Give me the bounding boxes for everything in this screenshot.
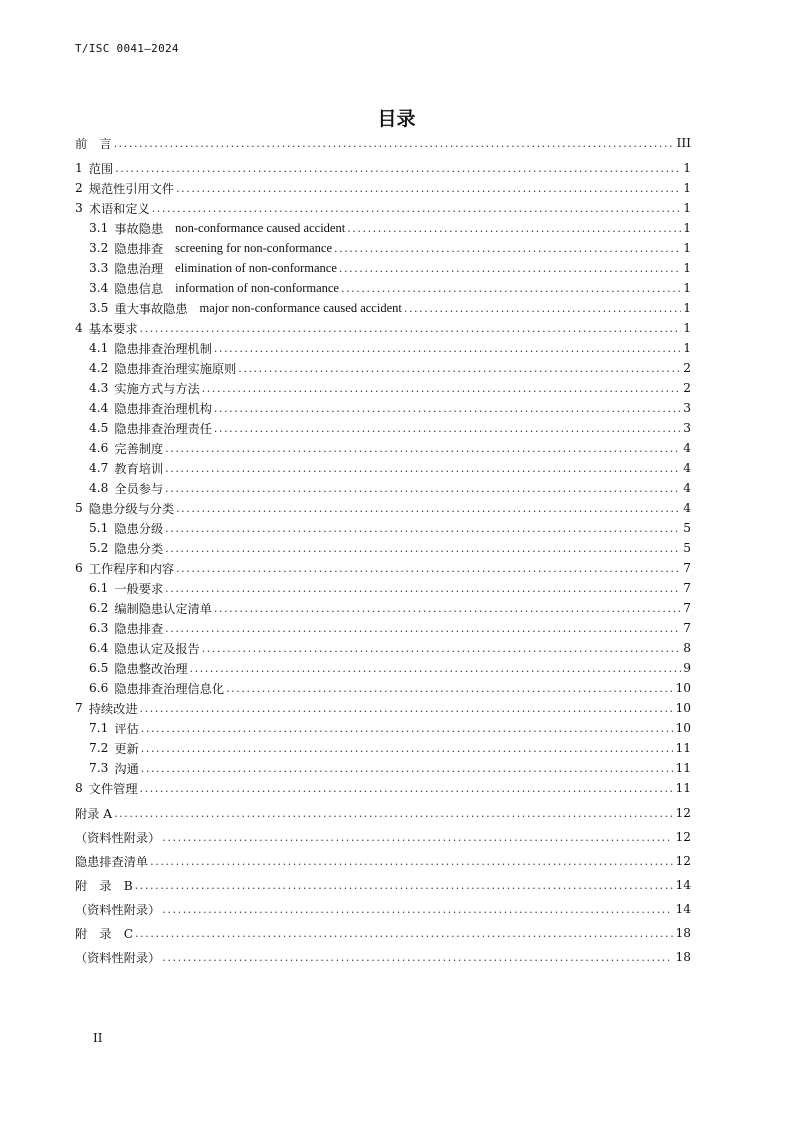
toc-entry-4[interactable]: [75, 318, 691, 338]
toc-label: 隐患排查: [114, 621, 164, 636]
toc-leader-dots: [165, 542, 681, 555]
toc-label: 附 录 C: [75, 926, 134, 941]
toc-page-number: 18: [675, 950, 691, 964]
toc-leader-dots: [214, 402, 681, 415]
toc-leader-dots: [214, 342, 681, 355]
toc-page-number: 1: [683, 261, 691, 275]
toc-label: 隐患排查治理机制: [114, 341, 212, 356]
toc-entry-6-4[interactable]: [89, 638, 691, 658]
toc-page-number: 12: [675, 806, 691, 820]
toc-number: 1: [75, 161, 83, 175]
toc-entry-1[interactable]: [75, 158, 691, 178]
toc-entry-3[interactable]: [75, 198, 691, 218]
toc-leader-dots: [176, 562, 681, 575]
toc-label: 规范性引用文件: [88, 181, 175, 196]
toc-label: 隐患分级: [114, 521, 164, 536]
toc-page-number: 4: [683, 441, 691, 455]
toc-number: 4.4: [89, 401, 109, 415]
toc-entry-3-4[interactable]: [89, 278, 691, 298]
toc-english-term: major non-conformance caused accident: [199, 300, 402, 315]
toc-number: 4.3: [89, 381, 109, 395]
toc-label: 基本要求: [88, 321, 138, 336]
toc-leader-dots: [165, 462, 681, 475]
toc-label: 术语和定义: [88, 201, 150, 216]
toc-page-number: 2: [683, 381, 691, 395]
toc-entry-5[interactable]: [75, 498, 691, 518]
toc-page-number: 14: [675, 878, 691, 892]
toc-page-number: 10: [675, 701, 691, 715]
toc-leader-dots: [176, 502, 681, 515]
toc-entry-7-1[interactable]: [89, 718, 691, 738]
toc-page-number: 4: [683, 481, 691, 495]
toc-page-number: 1: [683, 161, 691, 175]
toc-number: 7: [75, 701, 83, 715]
toc-page-number: 1: [683, 181, 691, 195]
toc-entry-6-6[interactable]: [89, 678, 691, 698]
toc-entry-6[interactable]: [75, 558, 691, 578]
toc-label: 前 言: [75, 136, 112, 151]
toc-label: 隐患信息: [114, 281, 164, 296]
toc-page-number: 1: [683, 201, 691, 215]
toc-leader-dots: [114, 137, 675, 150]
toc-label: 隐患排查: [114, 241, 164, 256]
toc-number: 3: [75, 201, 83, 215]
toc-page-number: 7: [683, 561, 691, 575]
toc-page-number: 1: [683, 241, 691, 255]
toc-page-number: 11: [675, 781, 691, 795]
toc-entry-4-1[interactable]: [89, 338, 691, 358]
standard-code-header: T/ISC 0041—2024: [75, 42, 179, 55]
toc-page-number: 7: [683, 601, 691, 615]
toc-leader-dots: [115, 162, 681, 175]
toc-entry-6-1[interactable]: [89, 578, 691, 598]
toc-label: 隐患整改治理: [114, 661, 188, 676]
toc-label: 沟通: [114, 761, 139, 776]
toc-entry-appendix-c-type[interactable]: [75, 947, 691, 967]
toc-label: 隐患排查治理机构: [114, 401, 212, 416]
toc-page-number: 1: [683, 341, 691, 355]
toc-leader-dots: [165, 442, 681, 455]
toc-label: 评估: [114, 721, 139, 736]
toc-leader-dots: [150, 855, 673, 868]
toc-entry-5-2[interactable]: [89, 538, 691, 558]
toc-number: 5.1: [89, 521, 109, 535]
toc-leader-dots: [165, 522, 681, 535]
toc-number: 4.8: [89, 481, 109, 495]
toc-entry-3-3[interactable]: [89, 258, 691, 278]
toc-label: 隐患分类: [114, 541, 164, 556]
toc-label: 隐患排查治理信息化: [114, 681, 225, 696]
toc-number: 4.5: [89, 421, 109, 435]
toc-entry-7-2[interactable]: [89, 738, 691, 758]
toc-leader-dots: [152, 202, 681, 215]
toc-number: 7.3: [89, 761, 109, 775]
toc-page-number: 7: [683, 621, 691, 635]
toc-number: 6.6: [89, 681, 109, 695]
toc-entry-3-5[interactable]: [89, 298, 691, 318]
toc-entry-preface[interactable]: [75, 133, 691, 153]
toc-number: 3.5: [89, 301, 109, 315]
toc-leader-dots: [226, 682, 673, 695]
toc-leader-dots: [176, 182, 681, 195]
toc-entry-6-3[interactable]: [89, 618, 691, 638]
toc-label: 隐患排查治理责任: [114, 421, 212, 436]
toc-label: （资料性附录）: [75, 902, 161, 917]
toc-page-number: 5: [683, 521, 691, 535]
toc-number: 8: [75, 781, 83, 795]
toc-leader-dots: [165, 622, 681, 635]
toc-leader-dots: [162, 903, 673, 916]
toc-number: 6.4: [89, 641, 109, 655]
toc-entry-5-1[interactable]: [89, 518, 691, 538]
toc-entry-4-2[interactable]: [89, 358, 691, 378]
toc-page-number: 4: [683, 501, 691, 515]
toc-label: 文件管理: [88, 781, 138, 796]
toc-label: 事故隐患: [114, 221, 164, 236]
toc-label: 范围: [88, 161, 114, 176]
toc-leader-dots: [347, 222, 681, 235]
toc-label: 附 录 B: [75, 878, 133, 893]
toc-leader-dots: [341, 282, 681, 295]
toc-number: 4.2: [89, 361, 109, 375]
toc-leader-dots: [162, 951, 673, 964]
toc-leader-dots: [135, 927, 673, 940]
toc-entry-appendix-a[interactable]: [75, 803, 691, 823]
toc-english-term: information of non-conformance: [175, 280, 339, 295]
toc-page-number: 1: [683, 321, 691, 335]
toc-page-number: 4: [683, 461, 691, 475]
toc-number: 6.1: [89, 581, 109, 595]
toc-number: 6.3: [89, 621, 109, 635]
toc-leader-dots: [339, 262, 681, 275]
toc-page-number: 10: [675, 681, 691, 695]
toc-page-number: 11: [675, 741, 691, 755]
toc-number: 3.1: [89, 221, 109, 235]
toc-label: 全员参与: [114, 481, 164, 496]
toc-number: 4.6: [89, 441, 109, 455]
toc-entry-3-1[interactable]: [89, 218, 691, 238]
toc-number: 4: [75, 321, 83, 335]
toc-leader-dots: [190, 662, 681, 675]
toc-number: 3.3: [89, 261, 109, 275]
toc-entry-7-3[interactable]: [89, 758, 691, 778]
toc-number: 4.7: [89, 461, 109, 475]
page-title: 目录: [377, 108, 416, 130]
toc-leader-dots: [141, 722, 674, 735]
toc-number: 3.4: [89, 281, 109, 295]
toc-label: 持续改进: [88, 701, 138, 716]
page-number-footer: II: [93, 1031, 103, 1045]
toc-label: 工作程序和内容: [88, 561, 175, 576]
toc-number: 4.1: [89, 341, 109, 355]
toc-leader-dots: [214, 422, 681, 435]
toc-page-number: 7: [683, 581, 691, 595]
toc-leader-dots: [165, 482, 681, 495]
toc-label: 隐患认定及报告: [114, 641, 200, 656]
toc-entry-4-8[interactable]: [89, 478, 691, 498]
toc-entry-appendix-c[interactable]: [75, 923, 691, 943]
toc-page-number: 1: [683, 221, 691, 235]
toc-label: 隐患排查治理实施原则: [114, 361, 237, 376]
toc-entry-8[interactable]: [75, 778, 691, 798]
toc-leader-dots: [135, 879, 674, 892]
toc-page-number: 2: [683, 361, 691, 375]
toc-leader-dots: [202, 382, 681, 395]
toc-leader-dots: [114, 807, 673, 820]
toc-entry-4-3[interactable]: [89, 378, 691, 398]
toc-page-number: 1: [683, 281, 691, 295]
toc-number: 2: [75, 181, 83, 195]
toc-label: 隐患排查清单: [75, 854, 149, 869]
toc-page-number: 18: [675, 926, 691, 940]
toc-page-number: 12: [675, 854, 691, 868]
toc-entry-4-4[interactable]: [89, 398, 691, 418]
toc-page-number: III: [676, 136, 691, 150]
toc-entry-2[interactable]: [75, 178, 691, 198]
toc-label: 隐患治理: [114, 261, 164, 276]
toc-page-number: 8: [683, 641, 691, 655]
toc-number: 7.2: [89, 741, 109, 755]
toc-number: 6: [75, 561, 83, 575]
toc-label: 更新: [114, 741, 139, 756]
toc-label: （资料性附录）: [75, 950, 161, 965]
toc-leader-dots: [140, 322, 681, 335]
toc-number: 5.2: [89, 541, 109, 555]
toc-page-number: 3: [683, 401, 691, 415]
toc-label: 实施方式与方法: [114, 381, 200, 396]
toc-leader-dots: [214, 602, 681, 615]
toc-label: 完善制度: [114, 441, 164, 456]
toc-number: 7.1: [89, 721, 109, 735]
toc-label: 隐患分级与分类: [88, 501, 175, 516]
toc-english-term: screening for non-conformance: [175, 240, 333, 255]
toc-number: 5: [75, 501, 83, 515]
toc-label: （资料性附录）: [75, 830, 161, 845]
toc-leader-dots: [238, 362, 681, 375]
toc-leader-dots: [140, 702, 674, 715]
toc-entry-4-5[interactable]: [89, 418, 691, 438]
toc-entry-appendix-b-type[interactable]: [75, 899, 691, 919]
toc-entry-7[interactable]: [75, 698, 691, 718]
toc-entry-appendix-a-title[interactable]: [75, 851, 691, 871]
toc-entry-6-2[interactable]: [89, 598, 691, 618]
toc-english-term: non-conformance caused accident: [175, 220, 346, 235]
toc-page-number: 5: [683, 541, 691, 555]
toc-page-number: 14: [675, 902, 691, 916]
toc-page-number: 9: [683, 661, 691, 675]
toc-label: 附录 A: [75, 806, 113, 821]
toc-leader-dots: [141, 742, 674, 755]
toc-label: 重大事故隐患: [114, 301, 188, 316]
toc-leader-dots: [140, 782, 674, 795]
toc-entry-4-7[interactable]: [89, 458, 691, 478]
toc-entry-4-6[interactable]: [89, 438, 691, 458]
toc-entry-6-5[interactable]: [89, 658, 691, 678]
toc-label: 一般要求: [114, 581, 164, 596]
toc-leader-dots: [165, 582, 681, 595]
toc-page-number: 12: [675, 830, 691, 844]
toc-page-number: 11: [675, 761, 691, 775]
toc-leader-dots: [202, 642, 681, 655]
toc-label: 教育培训: [114, 461, 164, 476]
toc-page-number: 10: [675, 721, 691, 735]
toc-leader-dots: [141, 762, 674, 775]
toc-entry-appendix-b[interactable]: [75, 875, 691, 895]
toc-page-number: 3: [683, 421, 691, 435]
toc-english-term: elimination of non-conformance: [175, 260, 337, 275]
toc-leader-dots: [404, 302, 681, 315]
toc-number: 6.5: [89, 661, 109, 675]
toc-number: 3.2: [89, 241, 109, 255]
toc-number: 6.2: [89, 601, 109, 615]
toc-entry-3-2[interactable]: [89, 238, 691, 258]
toc-label: 编制隐患认定清单: [114, 601, 212, 616]
toc-leader-dots: [162, 831, 673, 844]
toc-entry-appendix-a-type[interactable]: [75, 827, 691, 847]
toc-leader-dots: [334, 242, 681, 255]
toc-page-number: 1: [683, 301, 691, 315]
